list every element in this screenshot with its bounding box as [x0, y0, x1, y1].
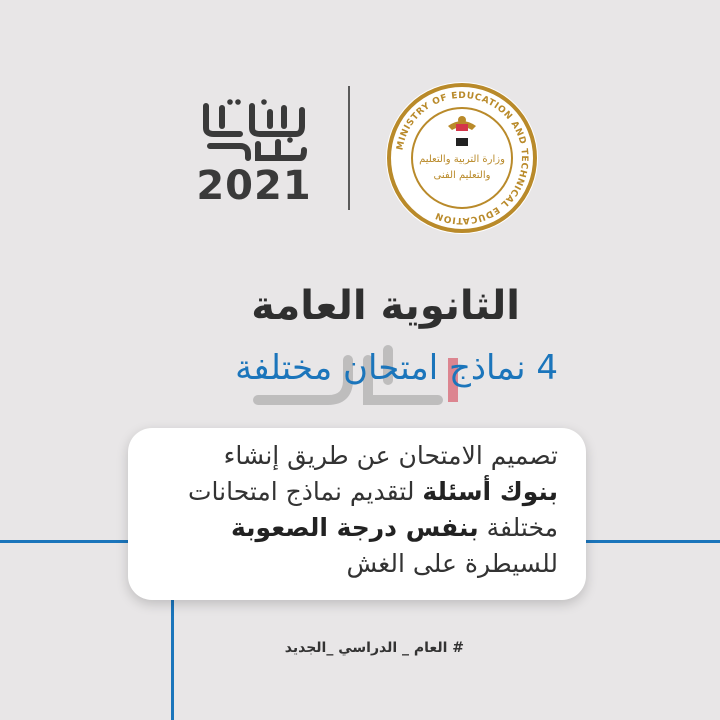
card-line-2-rest: لتقديم نماذج امتحانات: [187, 477, 415, 506]
header-divider: [348, 86, 350, 210]
seal-center-line2: والتعليم الفنى: [433, 170, 491, 181]
ministry-seal-logo: [384, 80, 540, 236]
seal-ring-text: MINISTRY OF EDUCATION AND TECHNICAL EDUCATION: [395, 90, 530, 226]
card-line-3-start: مختلفة: [486, 513, 558, 542]
badge-year: 2021: [196, 163, 312, 209]
card-line-3-bold: بنفس درجة الصعوبة: [230, 513, 479, 542]
seal-center-line1: وزارة التربية والتعليم: [419, 154, 505, 165]
card-line-3: [138, 510, 558, 546]
card-line-2: [138, 474, 558, 510]
thanaweya-2021-badge: [196, 98, 312, 214]
card-line-2-bold: بنوك أسئلة: [422, 477, 558, 506]
hashtag-text: # العام _ الدراسي _الجديد: [284, 640, 464, 656]
calligraphy-logo-icon: [200, 98, 308, 164]
page-subtitle: 4 نماذج امتحان مختلفة: [235, 348, 558, 388]
card-line-4: للسيطرة على الغش: [346, 549, 558, 578]
card-line-1: تصميم الامتحان عن طريق إنشاء: [223, 441, 558, 470]
page-title: الثانوية العامة: [251, 283, 520, 329]
info-card: [128, 428, 586, 600]
